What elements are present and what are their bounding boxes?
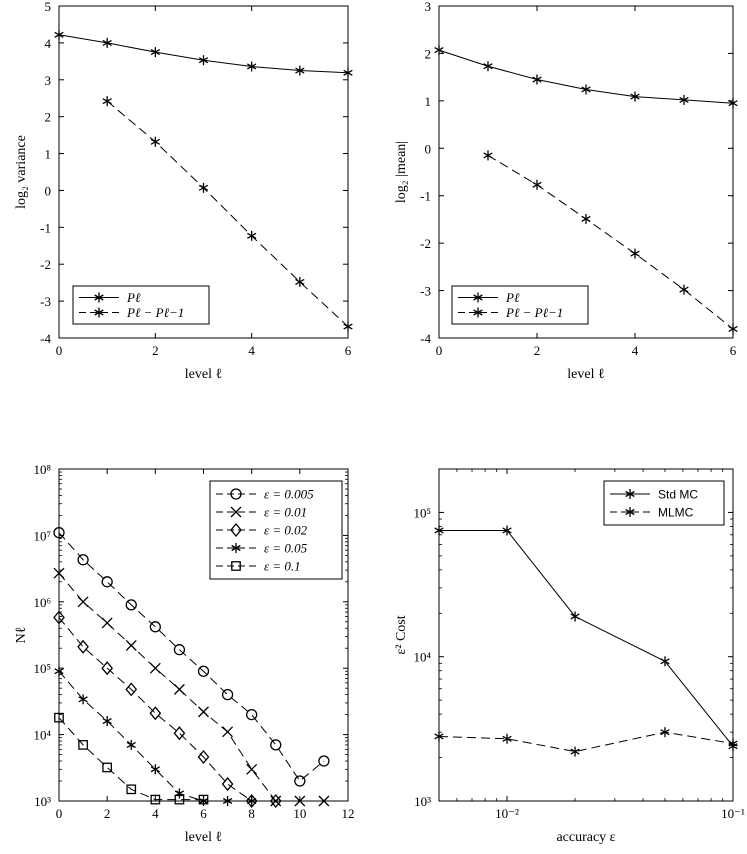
y-axis-label: log₂ |mean| [394,140,409,204]
series-2 [435,727,738,756]
y-tick-label: 10³ [414,794,431,809]
x-tick-label: 2 [103,806,111,821]
y-axis-label: Nℓ [14,626,29,644]
data-point [533,75,542,85]
legend-label: ε = 0.01 [264,504,308,520]
y-tick-label: 2 [44,109,51,125]
x-axis-label: accuracy ε [556,830,616,845]
x-tick-label: 4 [152,806,159,821]
series-line [59,35,348,73]
data-point [199,707,209,717]
chart-panel-3 [14,462,355,845]
x-tick-label: 2 [152,343,159,358]
x-tick-label: 6 [344,343,352,358]
data-point [126,640,136,650]
data-point [223,690,233,700]
data-point [631,249,640,259]
data-point [661,727,670,737]
legend-label: ε = 0.005 [264,486,314,502]
legend [73,286,209,324]
series-1 [55,30,353,78]
data-point [174,727,184,739]
data-point [78,597,88,607]
x-tick-label: 6 [200,806,207,821]
data-point [103,38,112,48]
y-tick-label: -4 [40,331,51,346]
data-point [103,96,112,106]
y-tick-label: -2 [420,236,431,252]
series-line [59,618,276,801]
data-point [503,734,512,744]
data-point [174,684,184,694]
x-tick-label: 12 [341,806,355,821]
x-axis-label: level ℓ [184,367,223,382]
y-tick-label: 10⁸ [33,462,51,477]
series-1 [435,525,738,751]
x-tick-label: 0 [435,343,443,358]
x-tick-label: 4 [248,343,255,358]
data-point [533,180,542,190]
series-line [59,573,324,801]
y-tick-label: 10⁵ [413,505,431,521]
y-tick-label: 10⁷ [33,528,51,544]
data-point [150,663,160,673]
y-tick-label: -1 [420,188,431,204]
x-tick-label: 0 [55,806,63,821]
data-point [344,322,353,332]
y-tick-label: 5 [44,0,51,14]
y-tick-label: 1 [44,146,51,162]
data-point [151,47,160,57]
data-point [484,150,493,160]
data-point [582,214,591,224]
data-point [175,788,184,798]
data-point [223,727,233,737]
chart-panel-4 [394,469,745,845]
x-tick-label: 10 [293,806,307,821]
y-tick-label: 4 [44,35,51,51]
data-point [102,618,112,628]
y-tick-label: 10³ [34,794,51,809]
y-tick-label: 2 [424,46,431,62]
series-3 [54,612,281,807]
y-tick-label: 3 [424,0,431,14]
y-tick-label: -1 [40,220,51,236]
legend [452,286,588,324]
x-axis-label: level ℓ [567,367,605,382]
chart-panel-2 [394,0,737,382]
data-point [55,30,64,40]
legend [210,481,342,579]
data-point [571,747,580,757]
legend-label: Pℓ − Pℓ−1 [127,305,185,320]
legend-label: ε = 0.1 [264,558,301,574]
legend-label: ε = 0.05 [264,540,308,556]
x-tick-label: 10⁻¹ [721,806,745,821]
series-line [439,50,733,103]
data-point [729,324,738,334]
y-tick-label: -4 [420,331,431,346]
series-4 [55,666,256,806]
x-tick-label: 4 [631,343,639,358]
legend-label: ε = 0.02 [264,522,308,538]
data-point [247,710,257,720]
legend-label: Std MC [658,487,699,502]
x-tick-label: 8 [248,806,255,821]
series-5 [55,713,208,803]
series-2 [54,568,329,806]
legend-label: Pℓ − Pℓ−1 [506,305,564,320]
chart-panel-1 [14,0,352,382]
y-tick-label: 10⁶ [33,594,51,610]
data-point [247,764,257,774]
y-axis-label: log₂ variance [14,135,29,209]
x-tick-label: 2 [533,343,541,358]
series-1 [435,45,738,108]
legend-label: Pℓ [127,290,141,305]
y-tick-label: 10⁴ [413,649,431,665]
data-point [295,776,305,786]
data-point [484,61,493,71]
y-tick-label: 0 [424,141,431,157]
data-point [729,739,738,749]
y-tick-label: 3 [44,72,51,88]
data-point [102,577,112,587]
series-line [439,530,733,746]
x-axis-label: level ℓ [184,830,223,845]
data-point [271,740,281,750]
data-point [680,285,689,295]
legend-label: MLMC [658,505,694,520]
legend [604,481,724,525]
data-point [151,137,160,147]
data-point [150,707,160,719]
x-tick-label: 0 [55,343,63,358]
series-line [439,732,733,751]
legend-label: Pℓ [506,290,520,305]
y-tick-label: 1 [424,93,431,109]
x-tick-label: 6 [729,343,737,358]
x-tick-label: 10⁻² [495,806,519,821]
y-tick-label: -3 [40,294,51,310]
y-axis-label: ε² Cost [394,615,409,655]
y-tick-label: 10⁴ [33,727,51,743]
y-tick-label: -2 [40,257,51,273]
y-tick-label: 0 [44,183,51,199]
y-tick-label: 10⁵ [33,661,51,677]
y-tick-label: -3 [420,283,431,299]
